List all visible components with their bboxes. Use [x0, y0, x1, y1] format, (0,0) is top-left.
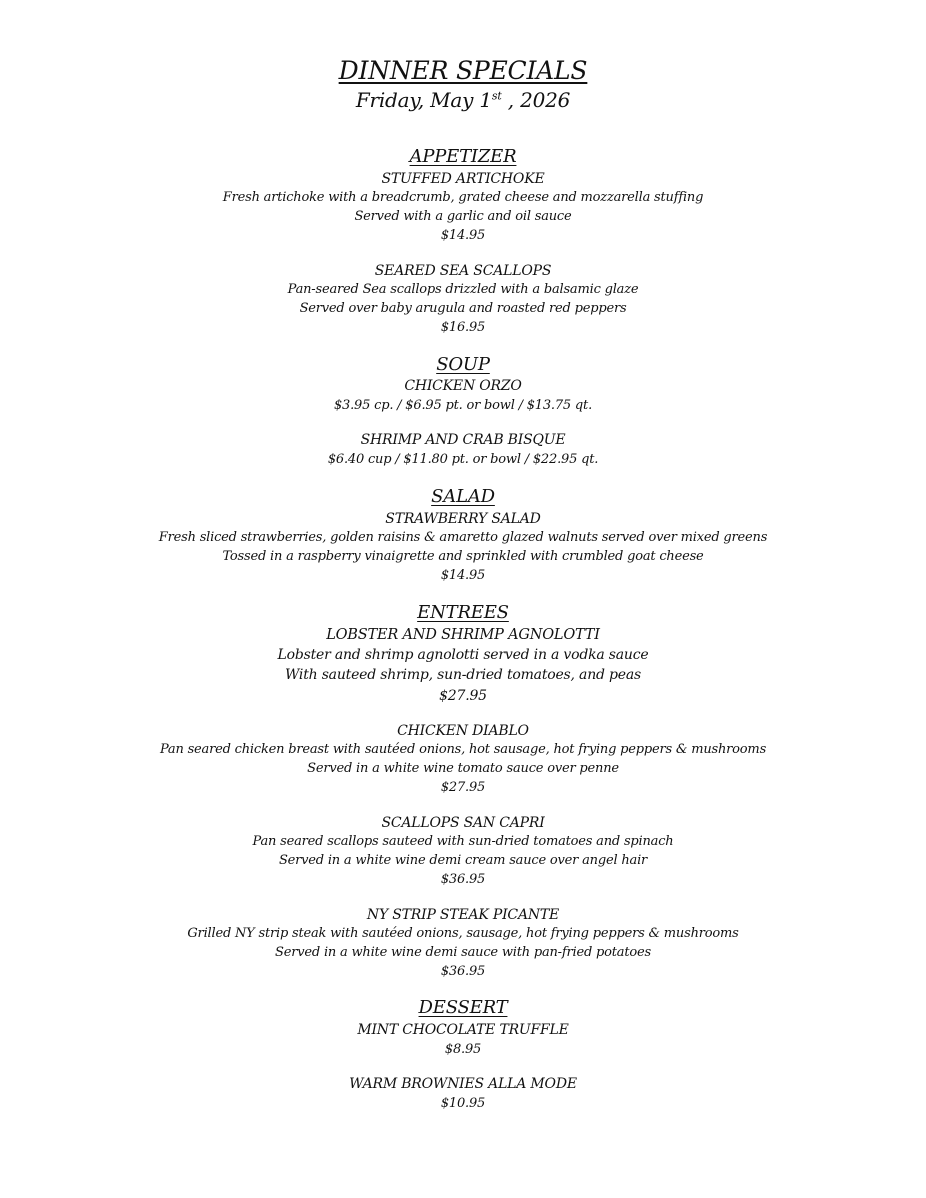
item-price: $14.95 [440, 228, 486, 243]
item-price: $27.95 [439, 688, 487, 704]
item-price: $36.95 [440, 872, 486, 887]
item-description: Grilled NY strip steak with sautéed onions, sausage, hot frying peppers & mushrooms [187, 926, 739, 941]
item-description: Served in a white wine demi sauce with pan-fried potatoes [275, 945, 651, 960]
section-heading-entrees: ENTREES [417, 602, 509, 623]
item-price: $16.95 [440, 320, 486, 335]
item-name: LOBSTER AND SHRIMP AGNOLOTTI [326, 627, 600, 643]
item-name: CHICKEN DIABLO [397, 723, 529, 739]
item-description: Served in a white wine demi cream sauce over angel hair [278, 853, 648, 868]
item-description: Pan seared chicken breast with sautéed onions, hot sausage, hot frying peppers & mushrooms [159, 742, 767, 757]
item-name: SHRIMP AND CRAB BISQUE [360, 432, 566, 448]
menu-date [0, 88, 926, 112]
item-name: SCALLOPS SAN CAPRI [381, 815, 545, 831]
item-name: STUFFED ARTICHOKE [381, 171, 545, 187]
section-heading-salad: SALAD [431, 486, 495, 507]
item-description: Lobster and shrimp agnolotti served in a vodka sauce [277, 647, 649, 663]
item-description: Served over baby arugula and roasted red peppers [299, 301, 627, 316]
menu-title: DINNER SPECIALS [338, 56, 588, 85]
item-description: With sauteed shrimp, sun-dried tomatoes, and peas [284, 667, 641, 683]
item-description: Tossed in a raspberry vinaigrette and sprinkled with crumbled goat cheese [222, 549, 704, 564]
date-suffix: , 2026 [501, 88, 571, 112]
item-description: Served with a garlic and oil sauce [354, 209, 572, 224]
item-name: MINT CHOCOLATE TRUFFLE [357, 1022, 569, 1038]
item-price: $8.95 [444, 1042, 482, 1057]
section-heading-dessert: DESSERT [418, 997, 508, 1018]
item-price: $14.95 [440, 568, 486, 583]
item-description: Fresh artichoke with a breadcrumb, grated cheese and mozzarella stuffing [222, 190, 704, 205]
item-name: WARM BROWNIES ALLA MODE [349, 1076, 577, 1092]
item-price: $6.40 cup / $11.80 pt. or bowl / $22.95 qt. [327, 452, 599, 467]
item-name: SEARED SEA SCALLOPS [374, 263, 552, 279]
date-ordinal: st [491, 89, 502, 103]
section-heading-soup: SOUP [436, 354, 490, 375]
item-price: $36.95 [440, 964, 486, 979]
item-name: NY STRIP STEAK PICANTE [366, 907, 560, 923]
item-price: $3.95 cp. / $6.95 pt. or bowl / $13.75 qt. [333, 398, 593, 413]
item-description: Pan-seared Sea scallops drizzled with a balsamic glaze [287, 282, 639, 297]
date-prefix: Friday, May 1 [355, 88, 492, 112]
item-price: $10.95 [440, 1096, 486, 1111]
item-description: Fresh sliced strawberries, golden raisins & amaretto glazed walnuts served over mixed greens [158, 530, 768, 545]
item-description: Served in a white wine tomato sauce over penne [307, 761, 619, 776]
item-price: $27.95 [440, 780, 486, 795]
item-name: CHICKEN ORZO [404, 378, 522, 394]
item-name: STRAWBERRY SALAD [385, 511, 541, 527]
item-description: Pan seared scallops sauteed with sun-dried tomatoes and spinach [252, 834, 674, 849]
section-heading-appetizer: APPETIZER [409, 146, 517, 167]
